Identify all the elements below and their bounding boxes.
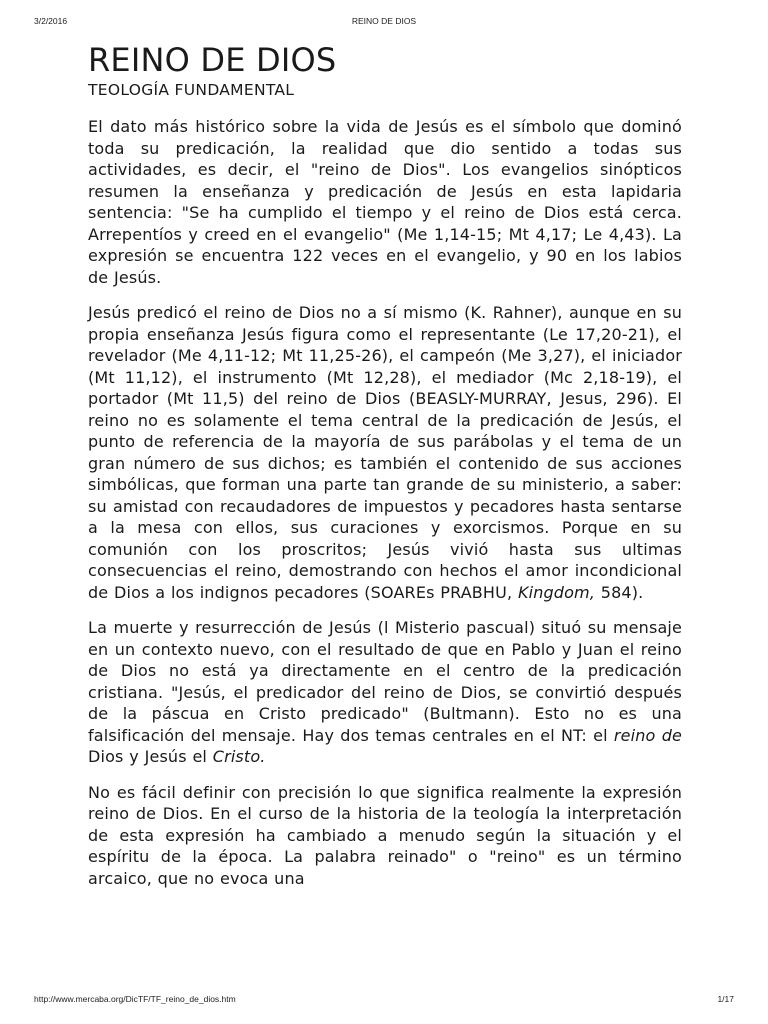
document-body <box>88 40 682 903</box>
paragraph <box>88 116 682 288</box>
paragraph-text: Jesús predicó el reino de Dios no a sí mismo (K. Rahner), aunque en su propia enseñanza Jesús figura como el representante (Le 17,20-21), el revelador (Me 4,11-12; Mt 11,25-26), el campeón (Me 3,27), el iniciador (Mt 11,12), el instrumento (Mt 12,28), el mediador (Mc 2,18-19), el portador (Mt 11,5) del reino de Dios (BEASLY-MURRAY, Jesus, 296). El reino no es solamente el tema central de la predicación de Jesús, el punto de referencia de la mayoría de sus parábolas y el tema de un gran número de sus dichos; es también el contenido de sus acciones simbólicas, que forman una parte tan grande de su ministerio, a saber: su amistad con recaudadores de impuestos y pecadores hasta sentarse a la mesa con ellos, sus curaciones y exorcismos. Porque en su comunión con los proscritos; Jesús vivió hasta sus ultimas consecuencias el reino, demostrando con hechos el amor incondicional de Dios a los indignos pecadores (SOAREs PRABHU, <box>88 303 682 602</box>
print-date: 3/2/2016 <box>34 16 68 26</box>
print-header-title: REINO DE DIOS <box>351 16 417 26</box>
paragraph-text: Dios y Jesús el <box>88 747 213 766</box>
paragraph-text: La muerte y resurrección de Jesús (l Misterio pascual) situó su mensaje en un contexto nuevo, con el resultado de que en Pablo y Juan el reino de Dios no está ya directamente en el centro de la predicación cristiana. "Jesús, el predicador del reino de Dios, se convirtió después de la páscua en Cristo predicado" (Bultmann). Esto no es una falsificación del mensaje. Hay dos temas centrales en el NT: el <box>88 618 682 745</box>
print-header <box>34 16 734 26</box>
paragraphs-container <box>88 116 682 889</box>
italic-text: Kingdom, <box>517 582 596 602</box>
document-title: REINO DE DIOS <box>88 41 337 79</box>
page-number: 1/17 <box>717 994 734 1004</box>
print-footer <box>34 994 734 1004</box>
paragraph-text: El dato más histórico sobre la vida de Jesús es el símbolo que dominó toda su predicación, la realidad que dio sentido a todas sus actividades, es decir, el "reino de Dios". Los evangelios sinópticos resumen la enseñanza y predicación de Jesús en esta lapidaria sentencia: "Se ha cumplido el tiempo y el reino de Dios está cerca. Arrepentíos y creed en el evangelio" (Me 1,14-15; Mt 4,17; Le 4,43). La expresión se encuentra 122 veces en el evangelio, y 90 en los labios de Jesús. <box>88 117 682 287</box>
paragraph-text: No es fácil definir con precisión lo que significa realmente la expresión reino de Dios. En el curso de la historia de la teología la interpretación de esta expresión ha cambiado a menudo según la situación y el espíritu de la época. La palabra reinado" o "reino" es un término arcaico, que no evoca una <box>88 782 682 888</box>
italic-text: reino de <box>613 725 682 745</box>
paragraph <box>88 617 682 768</box>
paragraph <box>88 782 682 890</box>
paragraph <box>88 302 682 603</box>
source-url[interactable]: http://www.mercaba.org/DicTF/TF_reino_de_dios.htm <box>34 994 236 1004</box>
italic-text: Cristo. <box>212 747 266 766</box>
paragraph-text: 584). <box>595 582 644 602</box>
document-subtitle: TEOLOGÍA FUNDAMENTAL <box>88 81 295 99</box>
